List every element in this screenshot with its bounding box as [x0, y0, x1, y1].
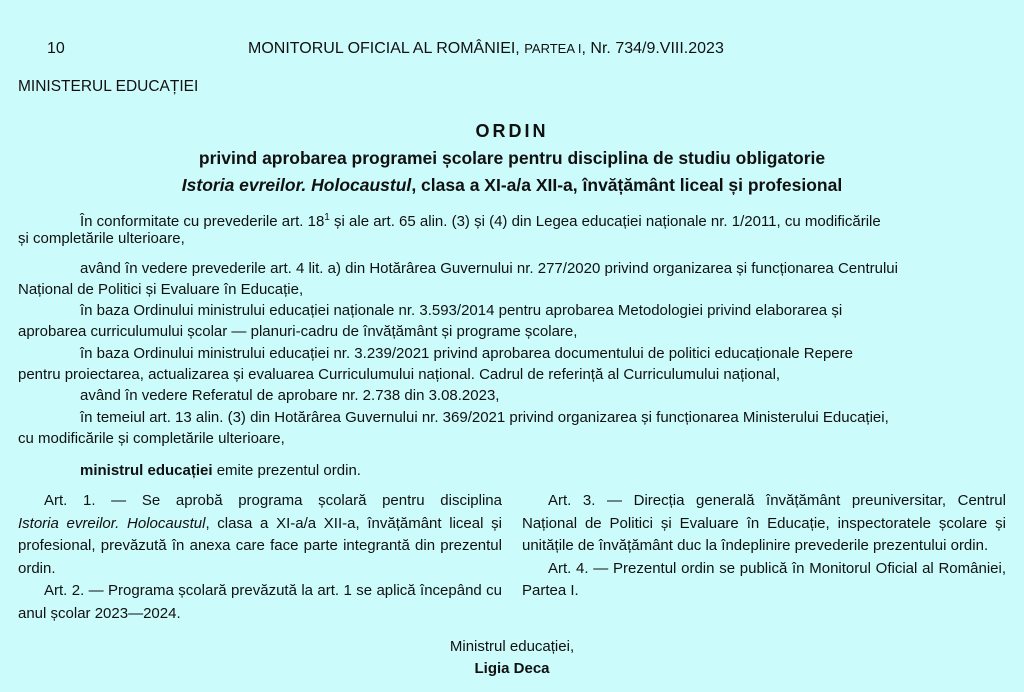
- preamble-line: cu modificările și completările ulterioare,: [18, 430, 285, 447]
- journal-issue: , Nr. 734/9.VIII.2023: [581, 40, 724, 57]
- article-1-body: Istoria evreilor. Holocaustul, clasa a XI-a/a XII-a, învățământ liceal și profesional, prevăzută în anexa care face parte integrantă din prezentul ordin.: [18, 514, 502, 577]
- discipline-name: Istoria evreilor. Holocaustul: [181, 175, 412, 195]
- journal-name: MONITORUL OFICIAL AL ROMÂNIEI,: [248, 40, 525, 57]
- signatory-title: Ministrul educației,: [449, 638, 575, 655]
- article-1-head: Art. 1. — Se aprobă programa școlară pentru disciplina: [44, 492, 502, 509]
- document-subject-line-2: Istoria evreilor. Holocaustul, clasa a XI-a/a XII-a, învățământ liceal și profesional: [181, 175, 843, 195]
- preamble-line: În conformitate cu prevederile art. $18^1$ și ale art. 65 alin. (3) și (4) din Legea educației naționale nr. 1/2011, cu modificările: [80, 212, 881, 230]
- preamble-line: având în vedere Referatul de aprobare nr. 2.738 din 3.08.2023,: [80, 387, 500, 404]
- articles-left-column: [18, 490, 502, 625]
- running-header: [248, 40, 724, 58]
- preamble-line: în temeiul art. 13 alin. (3) din Hotărârea Guvernului nr. 369/2021 privind organizarea și funcționarea Ministerului Educației,: [80, 409, 889, 426]
- article-4: Art. 4. — Prezentul ordin se publică în Monitorul Oficial al României, Partea I.: [522, 559, 1006, 599]
- preamble-line: aprobarea curriculumului școlar — planuri-cadru de învățământ și programe școlare,: [18, 323, 578, 340]
- preamble-line: pentru proiectarea, actualizarea și evaluarea Curriculumului național. Cadrul de referință al Curriculumului național,: [18, 366, 781, 383]
- preamble-line: în baza Ordinului ministrului educației nr. 3.239/2021 privind aprobarea documentului de politici educaționale Repere: [80, 345, 853, 362]
- signatory-name: Ligia Deca: [474, 660, 550, 677]
- preamble-line: Național de Politici și Evaluare în Educație,: [18, 281, 304, 298]
- articles-right-column: [522, 490, 1006, 603]
- document-subject-line-1: privind aprobarea programei școlare pentru disciplina de studiu obligatorie: [198, 148, 826, 168]
- page-number: 10: [47, 40, 65, 57]
- article-2: Art. 2. — Programa școlară prevăzută la art. 1 se aplică începând cu anul școlar 2023—2024.: [18, 582, 502, 622]
- issuing-ministry: MINISTERUL EDUCAȚIEI: [18, 78, 199, 95]
- issuing-formula: ministrul educației emite prezentul ordin.: [80, 462, 361, 479]
- issuer: ministrul educației: [80, 462, 213, 479]
- preamble-line: în baza Ordinului ministrului educației naționale nr. 3.593/2014 pentru aprobarea Metodologiei privind elaborarea și: [80, 302, 843, 319]
- preamble-line: și completările ulterioare,: [18, 230, 185, 247]
- document-type-title: ORDIN: [475, 121, 549, 141]
- journal-part: PARTEA I: [524, 41, 582, 56]
- preamble-line: având în vedere prevederile art. 4 lit. a) din Hotărârea Guvernului nr. 277/2020 privind organizarea și funcționarea Centrului: [80, 260, 898, 277]
- article-3: Art. 3. — Direcția generală învățământ preuniversitar, Centrul Național de Politici și Evaluare în Educație, inspectoratele școlare și unitățile de învățământ duc la îndeplinire prevederile prezentului ordin.: [522, 492, 1006, 554]
- discipline-name: Istoria evreilor. Holocaustul: [18, 514, 206, 532]
